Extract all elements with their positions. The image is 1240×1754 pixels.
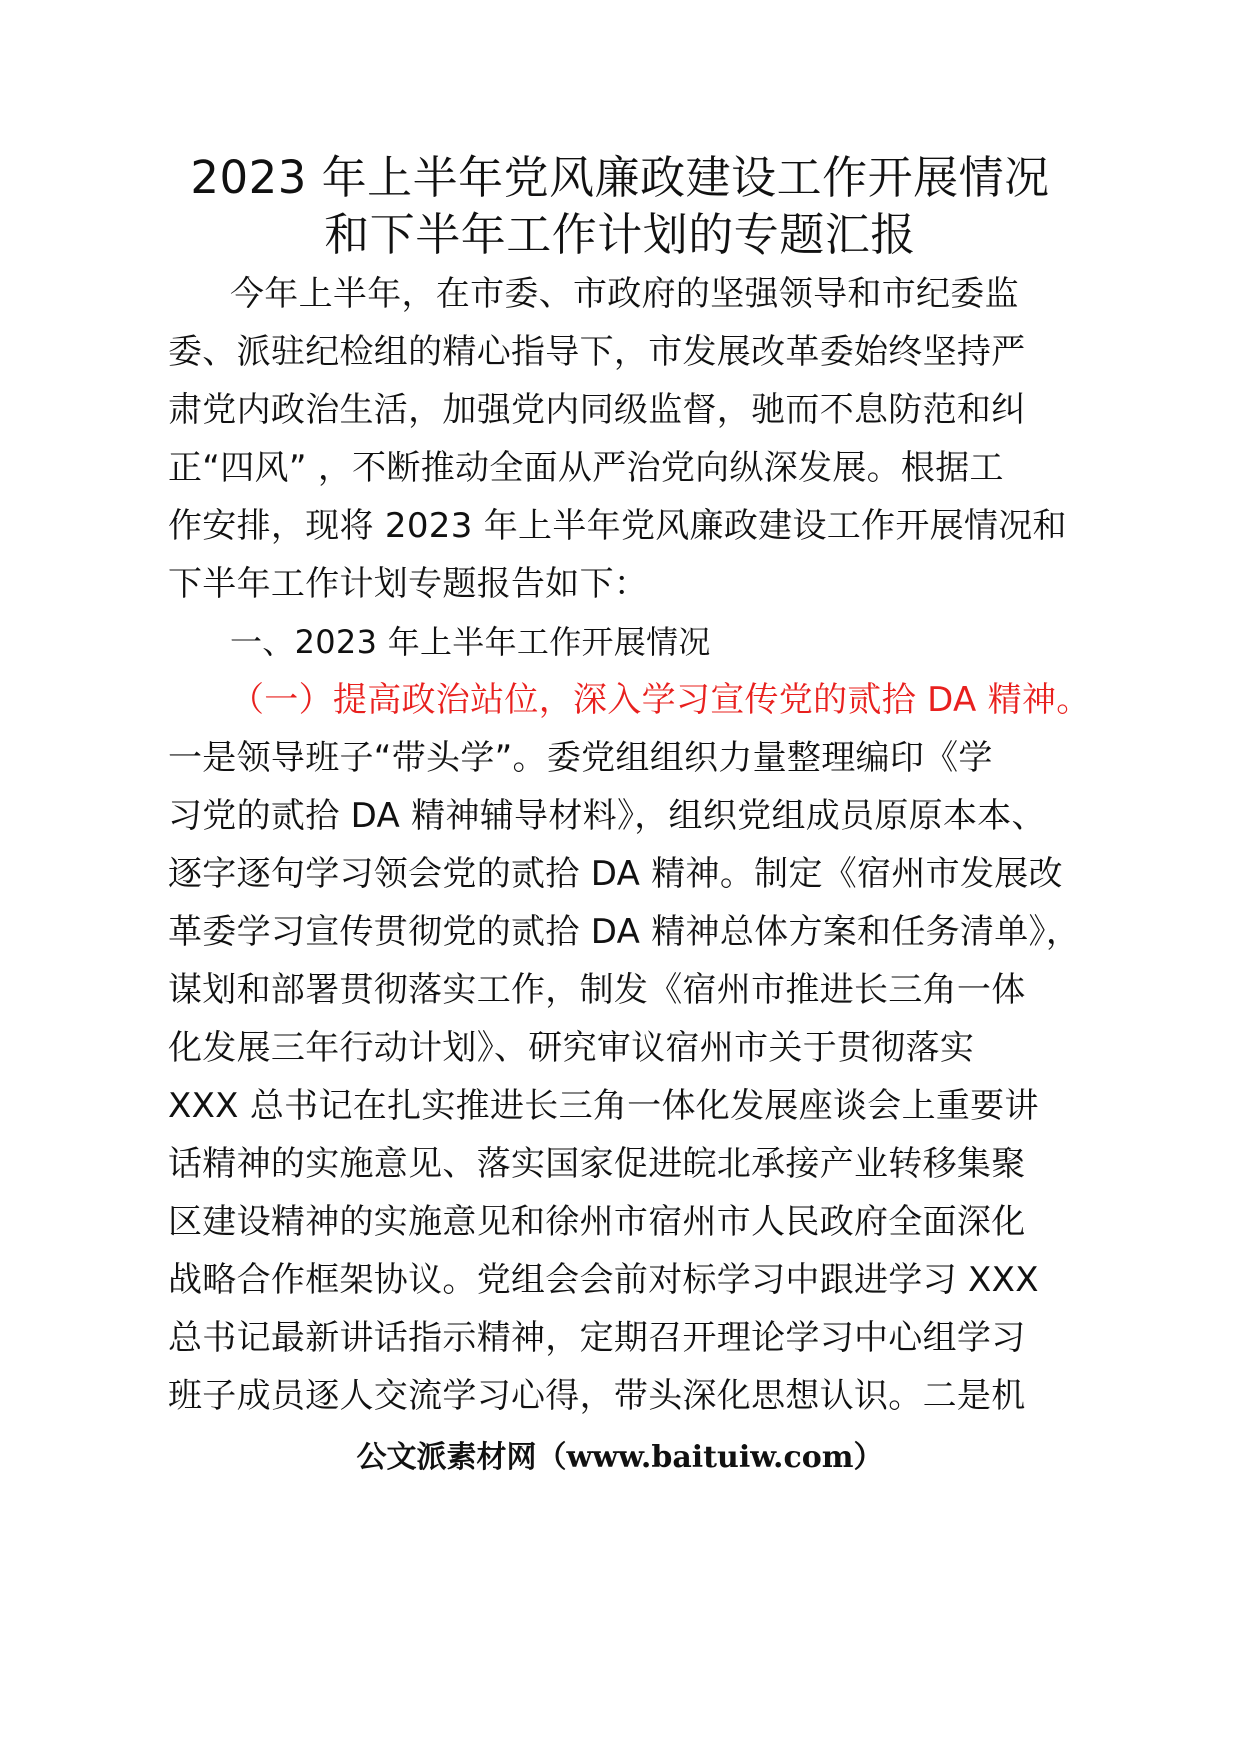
- paragraph-line: 化发展三年行动计划》、研究审议宿州市关于贯彻落实: [168, 1028, 975, 1068]
- document-title-line-1: 2023 年上半年党风廉政建设工作开展情况: [190, 151, 1050, 204]
- paragraph-line: 谋划和部署贯彻落实工作，制发《宿州市推进长三角一体: [168, 970, 1026, 1010]
- paragraph-line: 正“四风” ，不断推动全面从严治党向纵深发展。根据工: [168, 448, 1004, 488]
- paragraph-line: XXX 总书记在扎实推进长三角一体化发展座谈会上重要讲: [168, 1086, 1039, 1126]
- paragraph-line: 总书记最新讲话指示精神，定期召开理论学习中心组学习: [168, 1318, 1026, 1358]
- paragraph-line: 话精神的实施意见、落实国家促进皖北承接产业转移集聚: [168, 1144, 1026, 1184]
- paragraph-line: 作安排，现将 2023 年上半年党风廉政建设工作开展情况和: [168, 506, 1067, 546]
- paragraph-line: 委、派驻纪检组的精心指导下，市发展改革委始终坚持严: [168, 332, 1026, 372]
- paragraph-line: 下半年工作计划专题报告如下：: [168, 564, 649, 604]
- paragraph-line: 革委学习宣传贯彻党的贰拾 DA 精神总体方案和任务清单》，: [168, 912, 1081, 952]
- paragraph-line: 一是领导班子“带头学”。委党组组织力量整理编印《学: [168, 738, 993, 778]
- subsection-heading: （一）提高政治站位，深入学习宣传党的贰拾 DA 精神。: [230, 680, 1091, 720]
- paragraph-line: 今年上半年，在市委、市政府的坚强领导和市纪委监: [230, 274, 1019, 314]
- document-title-line-2: 和下半年工作计划的专题汇报: [324, 208, 916, 261]
- paragraph-line: 区建设精神的实施意见和徐州市宿州市人民政府全面深化: [168, 1202, 1026, 1242]
- footer-watermark: 公文派素材网（www.baituiw.com）: [356, 1440, 884, 1475]
- paragraph-line: 肃党内政治生活，加强党内同级监督，驰而不息防范和纠: [168, 390, 1026, 430]
- paragraph-line: 逐字逐句学习领会党的贰拾 DA 精神。制定《宿州市发展改: [168, 854, 1063, 894]
- section-heading: 一、2023 年上半年工作开展情况: [230, 623, 711, 661]
- paragraph-line: 习党的贰拾 DA 精神辅导材料》，组织党组成员原原本本、: [168, 796, 1046, 836]
- paragraph-line: 班子成员逐人交流学习心得，带头深化思想认识。二是机: [168, 1376, 1026, 1416]
- paragraph-line: 战略合作框架协议。党组会会前对标学习中跟进学习 XXX: [168, 1260, 1039, 1300]
